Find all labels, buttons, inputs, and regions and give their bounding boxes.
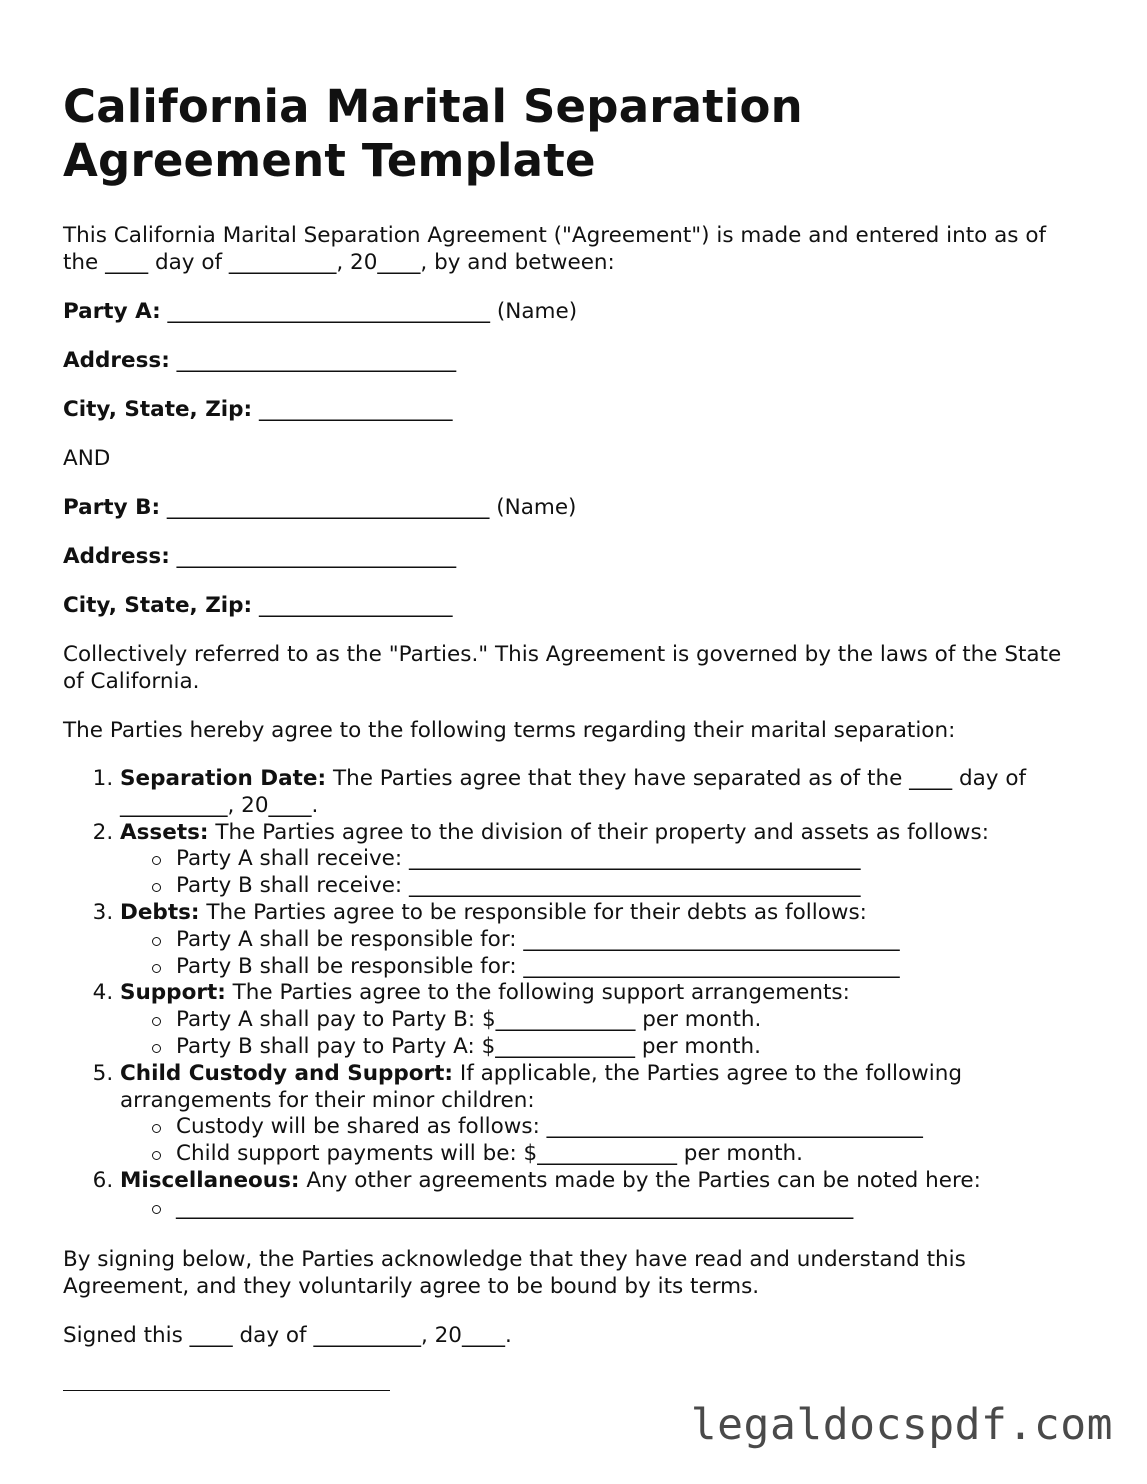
field-blank: ______________________________ (Name) — [160, 495, 577, 520]
and-separator: AND — [63, 446, 111, 471]
term-item — [120, 820, 1083, 900]
field-label: City, State, Zip: — [63, 593, 253, 618]
term-text: Any other agreements made by the Parties can be noted here: — [299, 1167, 981, 1193]
sub-text: _______________________________________________________________ — [176, 1194, 854, 1220]
field-label: City, State, Zip: — [63, 397, 253, 422]
term-item — [120, 900, 1083, 980]
terms-intro: The Parties hereby agree to the following terms regarding their marital separation: — [63, 718, 956, 743]
party-a-address-field — [63, 347, 1083, 374]
party-a-name-field — [63, 298, 1083, 325]
term-label: Assets: — [120, 819, 209, 845]
sub-text: Party B shall receive: __________________________________________ — [176, 873, 861, 899]
document-title — [63, 80, 1083, 188]
sub-item — [152, 1195, 1083, 1222]
intro-paragraph: This California Marital Separation Agreement ("Agreement") is made and entered into as of the ____ day of __________, 20____, by and between: — [63, 223, 1047, 275]
term-label: Miscellaneous: — [120, 1167, 300, 1193]
circle-bullet-icon — [152, 1124, 161, 1133]
circle-bullet-icon — [152, 1044, 161, 1053]
term-label: Debts: — [120, 899, 200, 925]
circle-bullet-icon — [152, 856, 161, 865]
term-label: Separation Date: — [120, 766, 327, 791]
field-label: Party B: — [63, 495, 161, 520]
sub-list — [120, 1007, 1083, 1061]
sub-text: Child support payments will be: $_____________ per month. — [176, 1141, 803, 1167]
collective-paragraph: Collectively referred to as the "Parties." This Agreement is governed by the laws of the State of California. — [63, 642, 1062, 694]
term-item — [120, 1061, 1083, 1168]
sub-item — [152, 927, 1083, 954]
sub-list — [120, 846, 1083, 900]
field-label: Address: — [63, 348, 170, 373]
field-blank: __________________________ — [169, 348, 457, 373]
term-item — [120, 766, 1083, 820]
field-label: Party A: — [63, 299, 161, 324]
term-label: Support: — [120, 980, 226, 1006]
field-label: Address: — [63, 544, 170, 569]
terms-list — [63, 766, 1083, 1222]
party-b-address-field — [63, 543, 1083, 570]
title-line-1: California Marital Separation — [63, 80, 803, 133]
sub-item — [152, 1007, 1083, 1034]
field-blank: ______________________________ (Name) — [160, 299, 578, 324]
term-text: The Parties agree to be responsible for their debts as follows: — [199, 899, 867, 925]
field-blank: __________________________ — [169, 544, 457, 569]
sub-list — [120, 1114, 1083, 1168]
sub-text: Custody will be shared as follows: ___________________________________ — [176, 1114, 923, 1140]
term-item — [120, 980, 1083, 1060]
sub-item — [152, 873, 1083, 900]
field-blank: __________________ — [252, 593, 453, 618]
sub-item — [152, 954, 1083, 981]
sub-text: Party B shall be responsible for: ___________________________________ — [176, 953, 900, 979]
term-item — [120, 1168, 1083, 1222]
circle-bullet-icon — [152, 1151, 161, 1160]
party-b-city-field — [63, 592, 1083, 619]
circle-bullet-icon — [152, 964, 161, 973]
sub-list — [120, 927, 1083, 981]
party-a-city-field — [63, 396, 1083, 423]
sub-item — [152, 1034, 1083, 1061]
term-text: The Parties agree to the division of their property and assets as follows: — [208, 819, 989, 845]
sub-item — [152, 1141, 1083, 1168]
term-text: If applicable, the Parties agree to the following arrangements for their minor children: — [120, 1060, 963, 1113]
sub-item — [152, 846, 1083, 873]
signature-line — [63, 1390, 390, 1391]
acknowledge-paragraph: By signing below, the Parties acknowledge that they have read and understand this Agreement, and they voluntarily agree to be bound by its terms. — [63, 1246, 966, 1299]
sub-text: Party A shall pay to Party B: $_____________ per month. — [176, 1007, 762, 1033]
sub-list — [120, 1195, 1083, 1222]
title-line-2: Agreement Template — [63, 134, 596, 187]
watermark: legaldocspdf.com — [690, 1400, 1113, 1450]
term-label: Child Custody and Support: — [120, 1060, 454, 1086]
sub-text: Party B shall pay to Party A: $_____________ per month. — [176, 1033, 762, 1059]
circle-bullet-icon — [152, 1017, 161, 1026]
field-blank: __________________ — [252, 397, 453, 422]
sub-text: Party A shall receive: __________________________________________ — [176, 846, 861, 872]
circle-bullet-icon — [152, 1205, 161, 1214]
circle-bullet-icon — [152, 937, 161, 946]
circle-bullet-icon — [152, 883, 161, 892]
party-b-name-field — [63, 494, 1083, 521]
document-page — [63, 80, 1083, 1371]
term-text: The Parties agree to the following support arrangements: — [225, 980, 850, 1006]
term-text: The Parties agree that they have separated as of the ____ day of __________, 20____. — [120, 766, 1027, 818]
sub-item — [152, 1114, 1083, 1141]
signed-line: Signed this ____ day of __________, 20____. — [63, 1322, 512, 1348]
sub-text: Party A shall be responsible for: ___________________________________ — [176, 926, 900, 952]
